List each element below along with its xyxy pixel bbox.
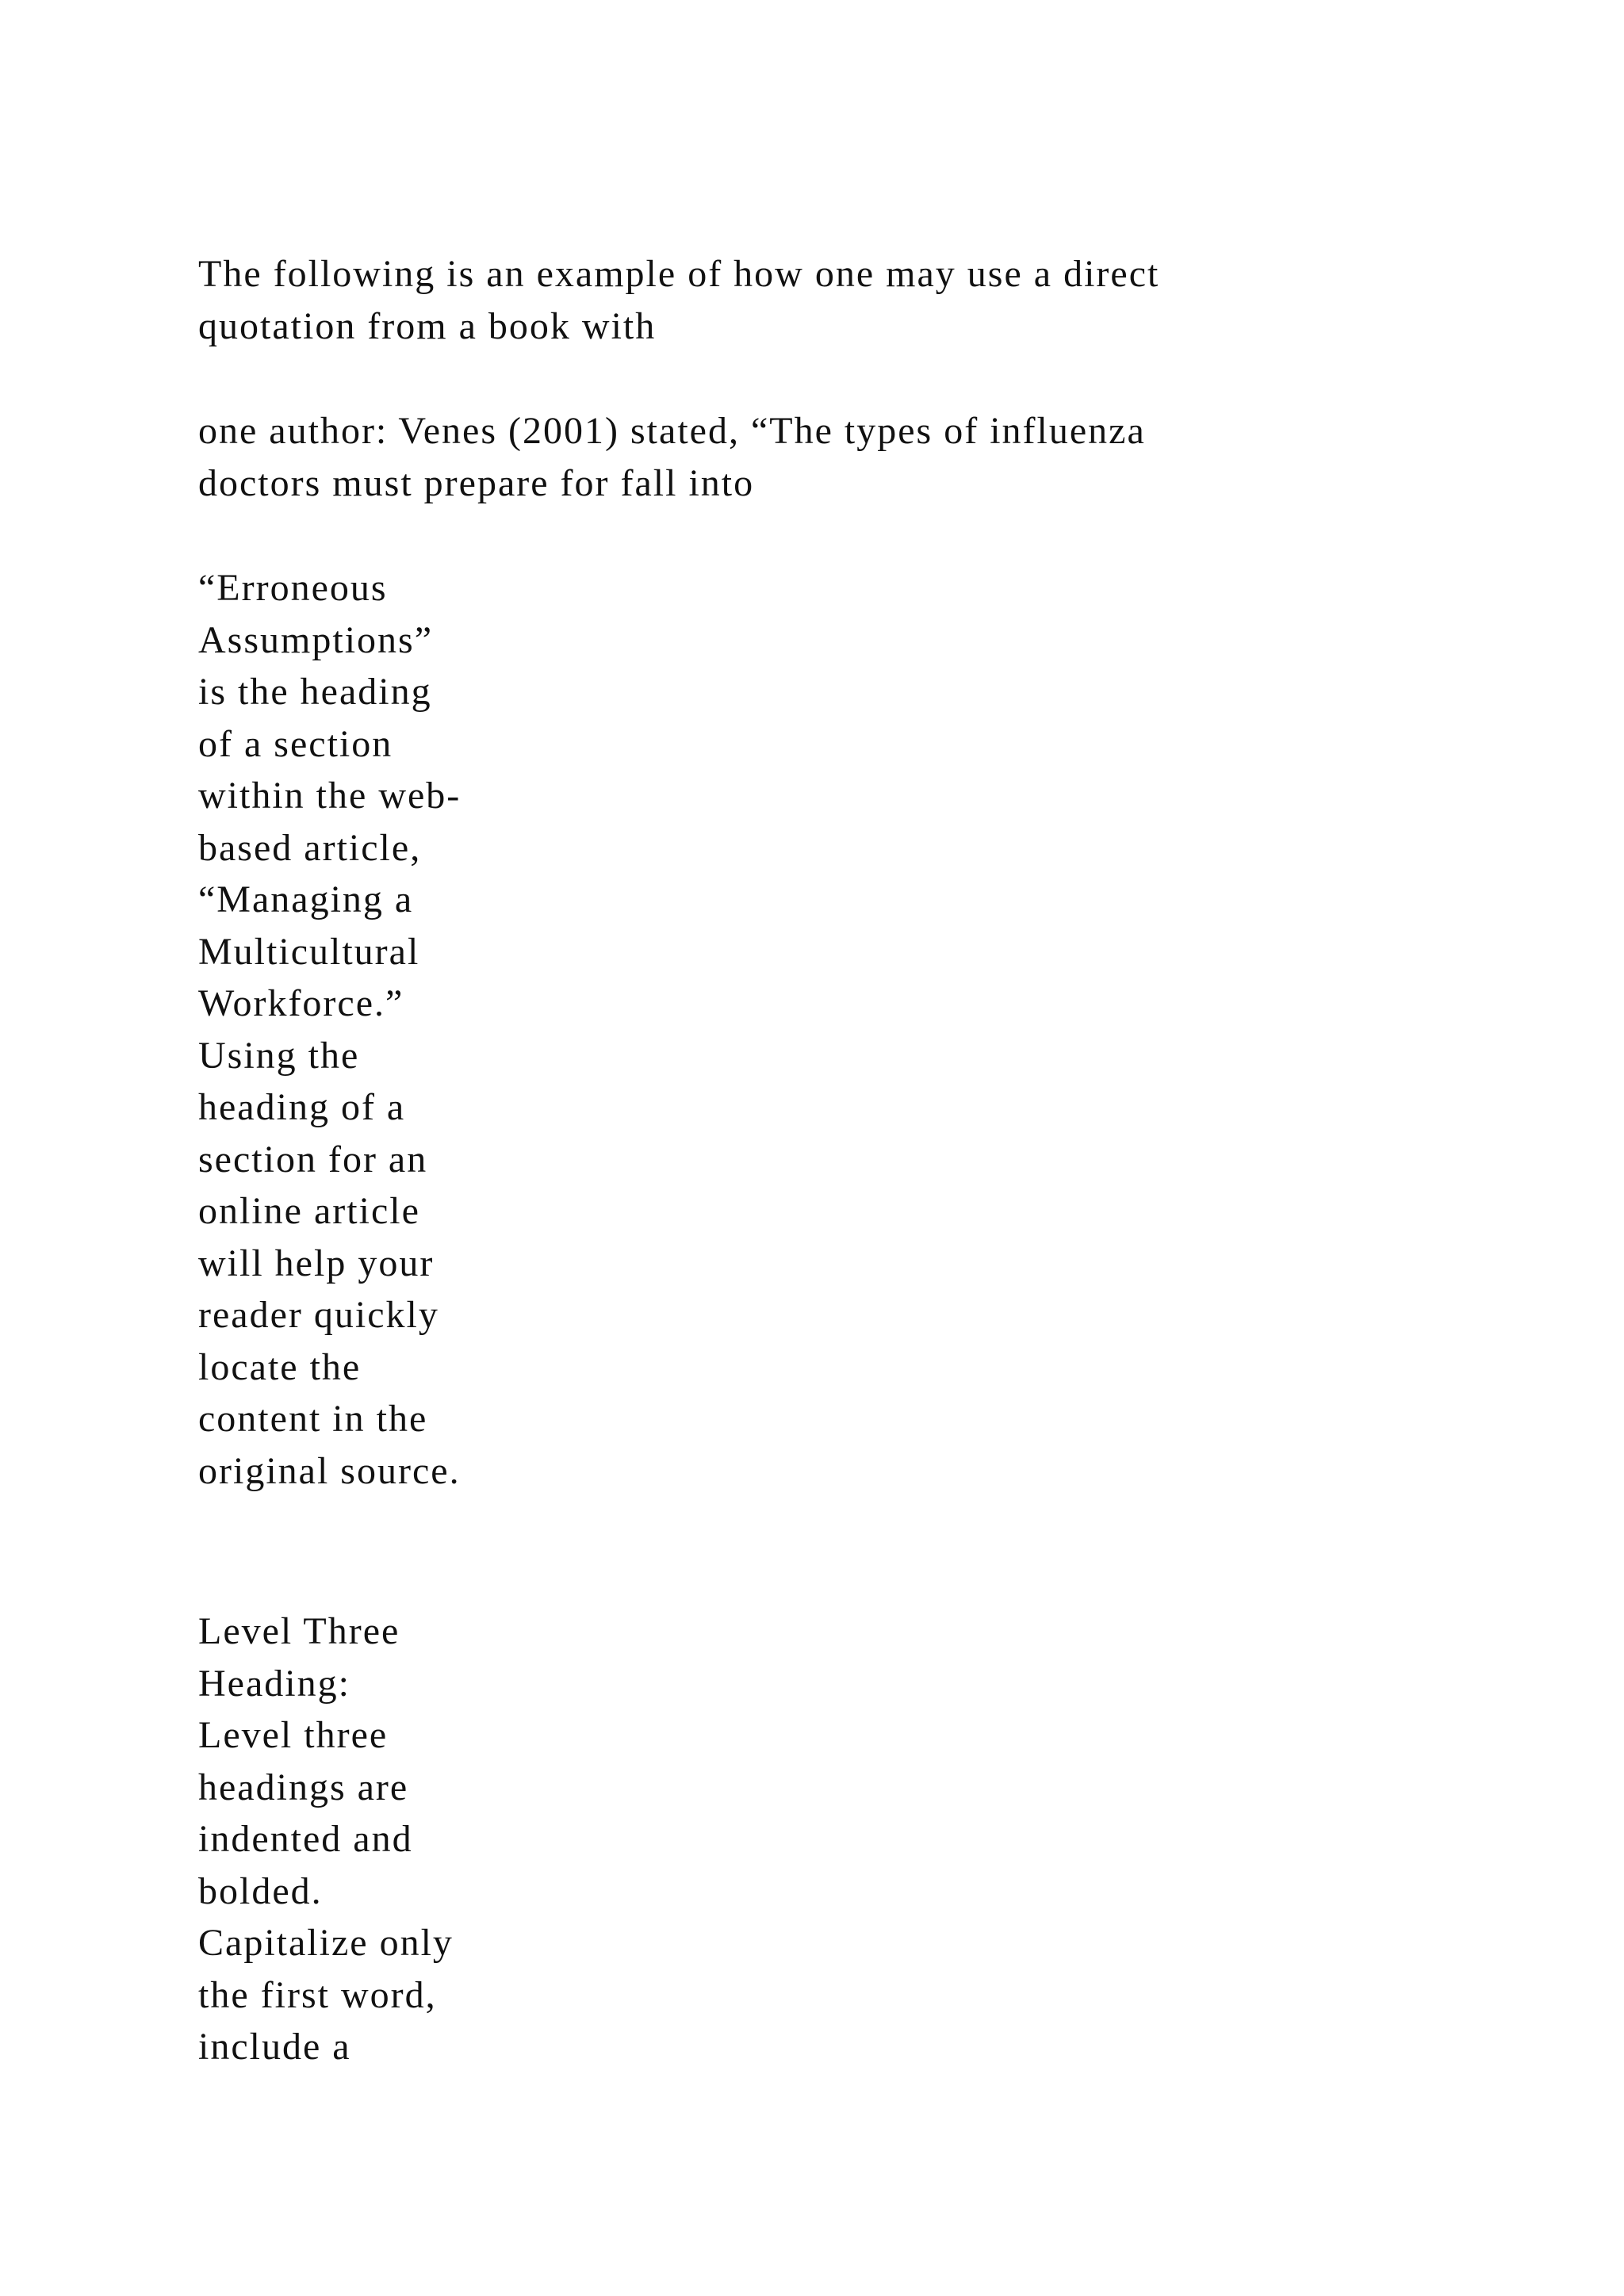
text-line: “Erroneous	[198, 567, 388, 609]
text-line: bolded.	[198, 1869, 323, 1912]
text-line: The following is an example of how one may use a direct	[198, 253, 1160, 295]
heading-note-paragraph	[198, 562, 461, 1497]
text-line: reader quickly	[198, 1294, 439, 1336]
text-line: “Managing a	[198, 878, 414, 920]
text-line: the first word,	[198, 1973, 437, 2016]
text-line: is the heading	[198, 671, 432, 713]
text-line: within the web-	[198, 775, 462, 817]
text-line: include a	[198, 2026, 351, 2068]
text-line: Using the	[198, 1034, 360, 1077]
text-line: locate the	[198, 1345, 362, 1388]
text-line: doctors must prepare for fall into	[198, 461, 755, 504]
intro-paragraph	[198, 248, 1159, 352]
text-line: Multicultural	[198, 930, 420, 973]
text-line: Assumptions”	[198, 618, 434, 661]
text-line: Level three	[198, 1714, 389, 1756]
text-line: original source.	[198, 1449, 461, 1492]
text-line: heading of a	[198, 1086, 406, 1128]
text-line: online article	[198, 1190, 420, 1232]
text-line: will help your	[198, 1242, 435, 1284]
text-line: Capitalize only	[198, 1922, 454, 1964]
text-line: Heading:	[198, 1662, 350, 1705]
text-line: section for an	[198, 1138, 428, 1181]
text-line: based article,	[198, 826, 422, 869]
text-line: headings are	[198, 1766, 409, 1808]
text-line: of a section	[198, 722, 393, 765]
example-paragraph	[198, 405, 1146, 509]
text-line: indented and	[198, 1818, 413, 1860]
text-line: Level Three	[198, 1610, 400, 1652]
text-line: Workforce.”	[198, 982, 404, 1024]
text-line: content in the	[198, 1398, 428, 1440]
level-three-heading-paragraph	[198, 1605, 454, 2073]
text-line: quotation from a book with	[198, 304, 657, 347]
text-line: one author: Venes (2001) stated, “The types of influenza	[198, 410, 1146, 452]
